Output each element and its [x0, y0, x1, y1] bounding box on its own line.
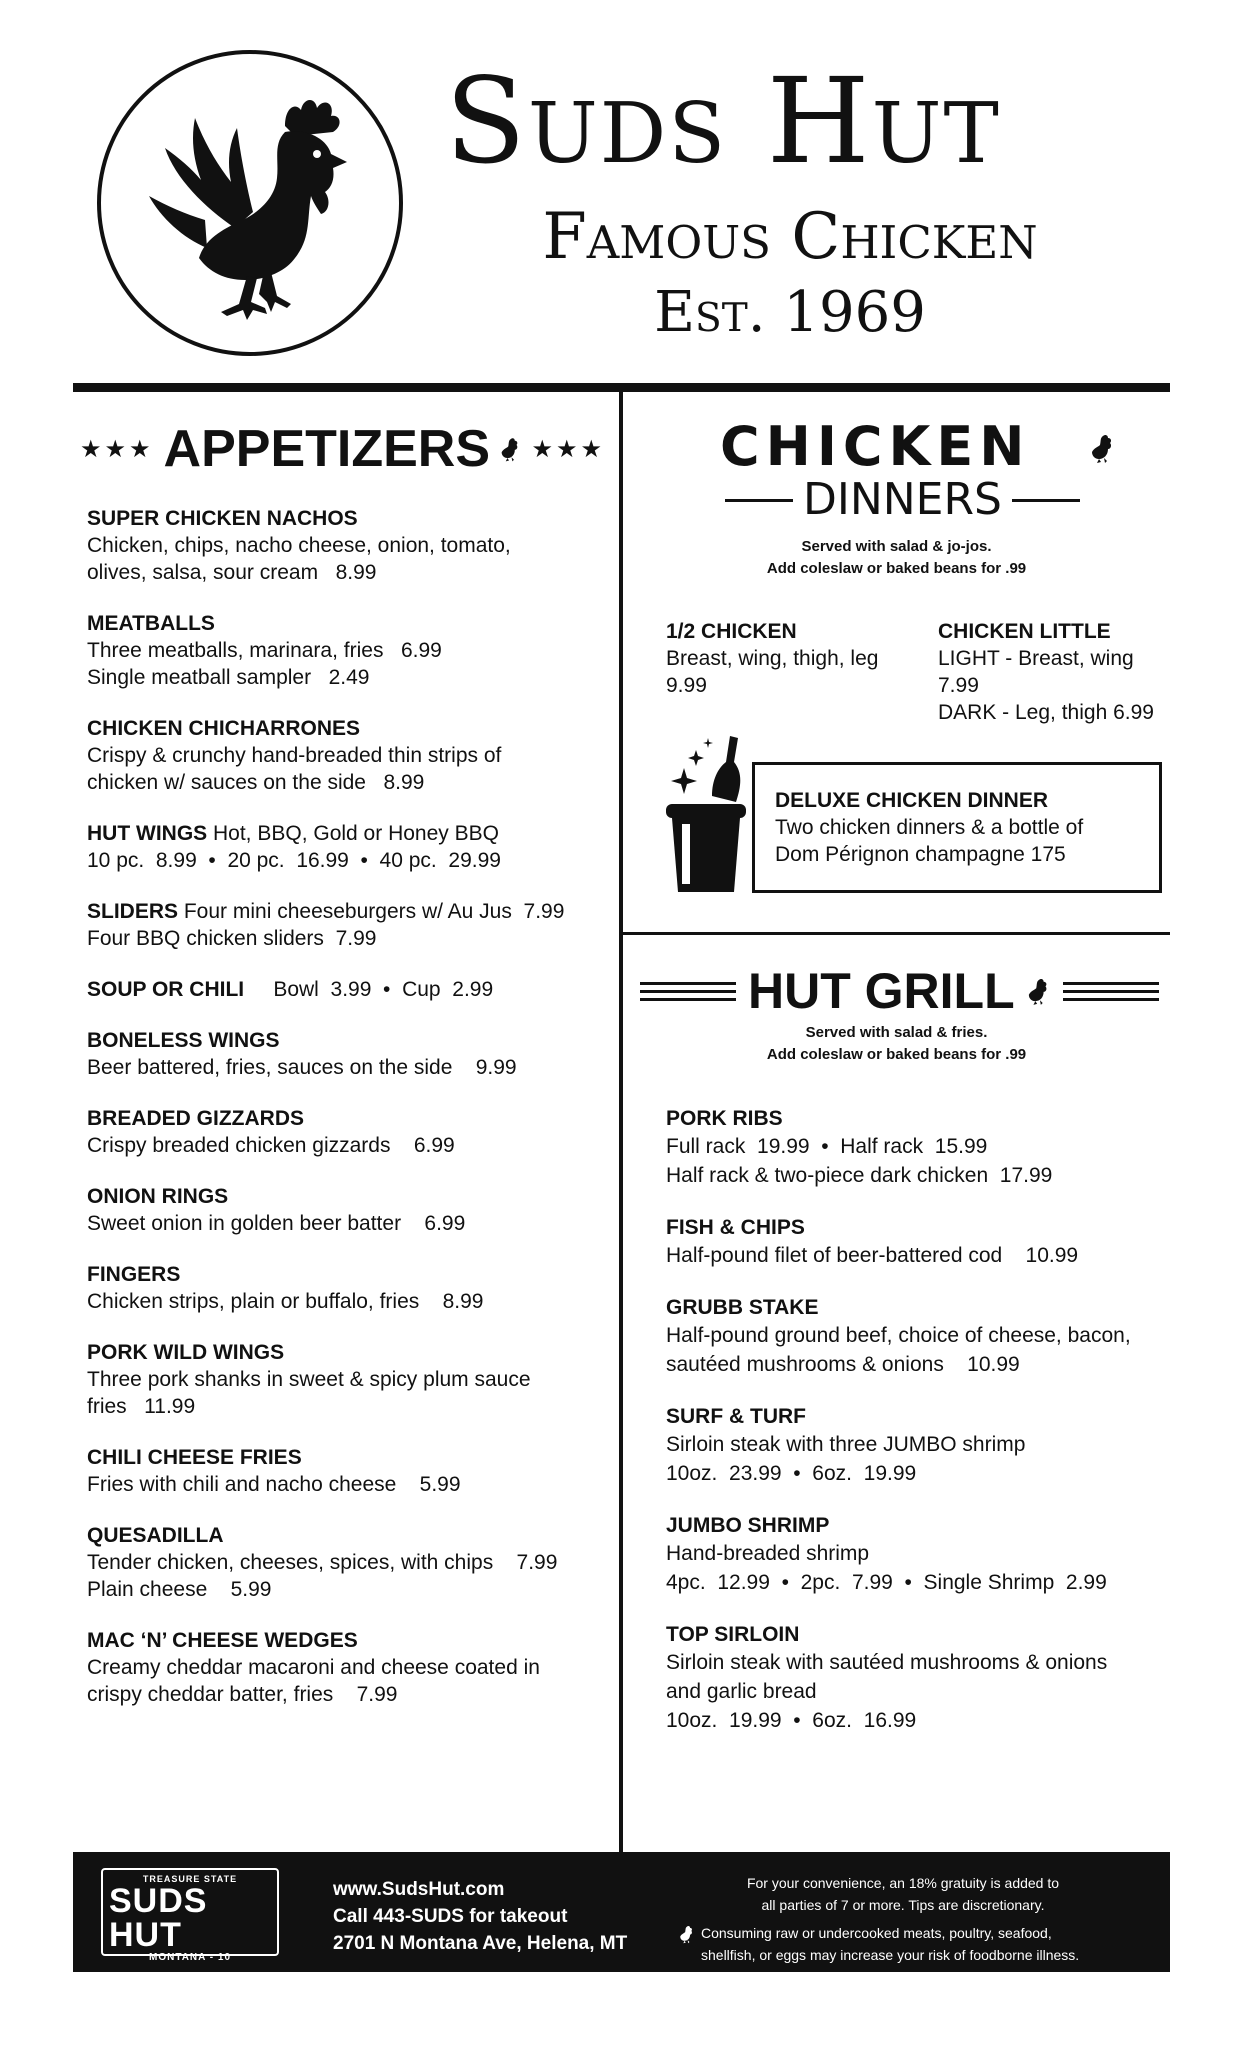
- item-title: PORK RIBS: [666, 1107, 783, 1130]
- item-desc: Half rack & two-piece dark chicken 17.99: [666, 1164, 1053, 1187]
- item-desc: Dom Pérignon champagne 175: [775, 843, 1066, 866]
- rule-line: [725, 499, 793, 502]
- item-name: [87, 610, 617, 637]
- add-on-line: Add coleslaw or baked beans for .99: [766, 560, 1027, 577]
- item-desc: Tender chicken, cheeses, spices, with chips 7.99: [87, 1551, 558, 1574]
- item-desc: Sirloin steak with three JUMBO shrimp: [666, 1433, 1026, 1456]
- item-title: SURF & TURF: [666, 1405, 806, 1428]
- chicken-dinners-subtitle-row: [725, 470, 1080, 530]
- menu-item-super-chicken-nachos: [87, 505, 617, 586]
- item-name: [87, 715, 617, 742]
- item-name: [87, 1261, 617, 1288]
- item-desc: and garlic bread: [666, 1680, 817, 1703]
- item-desc: Three pork shanks in sweet & spicy plum sauce: [87, 1368, 531, 1391]
- item-title: QUESADILLA: [87, 1524, 224, 1547]
- item-name: [87, 1105, 617, 1132]
- stars-left: ★★★: [80, 435, 154, 463]
- menu-item-pork-ribs: [666, 1105, 1166, 1190]
- item-desc: Half-pound ground beef, choice of cheese, bacon,: [666, 1324, 1131, 1347]
- contact-info: [333, 1876, 633, 1957]
- footer-notice: [653, 1872, 1153, 1966]
- hut-grill-note: [623, 1022, 1170, 1066]
- brand-established: Est. 1969: [654, 280, 926, 345]
- warning-text: shellfish, or eggs may increase your risk of foodborne illness.: [701, 1947, 1080, 1963]
- menu-item-deluxe-chicken-dinner: [752, 762, 1162, 893]
- item-name: [666, 1105, 1166, 1132]
- item-desc: Chicken strips, plain or buffalo, fries 8.99: [87, 1290, 484, 1313]
- item-title: SUPER CHICKEN NACHOS: [87, 507, 358, 530]
- item-inline-desc: Bowl 3.99 • Cup 2.99: [249, 978, 494, 1001]
- item-desc: Full rack 19.99 • Half rack 15.99: [666, 1135, 988, 1158]
- item-title: PORK WILD WINGS: [87, 1341, 285, 1364]
- item-name: [87, 898, 617, 925]
- item-desc: Sirloin steak with sautéed mushrooms & onions: [666, 1651, 1108, 1674]
- menu-item-soup-or-chili: [87, 976, 617, 1003]
- item-inline-desc: Four mini cheeseburgers w/ Au Jus 7.99: [183, 900, 565, 923]
- item-desc: Creamy cheddar macaroni and cheese coated in: [87, 1656, 540, 1679]
- appetizers-list: [87, 505, 617, 1732]
- item-desc: 10oz. 23.99 • 6oz. 19.99: [666, 1462, 917, 1485]
- served-with-line: Served with salad & fries.: [805, 1024, 988, 1041]
- item-title: MAC ‘N’ CHEESE WEDGES: [87, 1629, 358, 1652]
- item-desc: Chicken, chips, nacho cheese, onion, tomato,: [87, 534, 511, 557]
- item-desc: sautéed mushrooms & onions 10.99: [666, 1353, 1020, 1376]
- item-title: TOP SIRLOIN: [666, 1623, 800, 1646]
- menu-item-jumbo-shrimp: [666, 1512, 1166, 1597]
- item-desc: Single meatball sampler 2.49: [87, 666, 370, 689]
- item-desc: Crispy breaded chicken gizzards 6.99: [87, 1134, 455, 1157]
- served-with-line: Served with salad & jo-jos.: [801, 538, 992, 555]
- rooster-icon: [1027, 976, 1051, 1006]
- menu-item-meatballs: [87, 610, 617, 691]
- menu-item-pork-wild-wings: [87, 1339, 617, 1420]
- chicken-dinners-subtitle: DINNERS: [803, 474, 1002, 525]
- menu-item-chicken-chicharrones: [87, 715, 617, 796]
- item-desc: fries 11.99: [87, 1395, 196, 1418]
- hut-grill-title: HUT GRILL: [748, 963, 1015, 1019]
- item-title: FISH & CHIPS: [666, 1216, 805, 1239]
- phone-number[interactable]: Call 443-SUDS for takeout: [333, 1906, 568, 1927]
- rule-line: [1012, 499, 1080, 502]
- item-name: [87, 1183, 617, 1210]
- item-price: 9.99: [666, 674, 707, 697]
- item-desc: Fries with chili and nacho cheese 5.99: [87, 1473, 461, 1496]
- footer: [73, 1852, 1170, 1972]
- item-name: DELUXE CHICKEN DINNER: [775, 789, 1049, 812]
- item-name: [666, 1214, 1166, 1241]
- item-desc: 10 pc. 8.99 • 20 pc. 16.99 • 40 pc. 29.99: [87, 849, 501, 872]
- item-title: BREADED GIZZARDS: [87, 1107, 305, 1130]
- menu-item-surf-turf: [666, 1403, 1166, 1488]
- item-title: BONELESS WINGS: [87, 1029, 280, 1052]
- item-desc: LIGHT - Breast, wing 7.99: [938, 647, 1134, 697]
- item-desc: Crispy & crunchy hand-breaded thin strips of: [87, 744, 502, 767]
- item-desc: Hand-breaded shrimp: [666, 1542, 870, 1565]
- plate-bottom-text: MONTANA - 10: [149, 1952, 231, 1963]
- item-name: [87, 1522, 617, 1549]
- item-desc: olives, salsa, sour cream 8.99: [87, 561, 377, 584]
- item-name: [87, 1444, 617, 1471]
- hut-grill-heading: [640, 960, 1170, 1022]
- item-title: GRUBB STAKE: [666, 1296, 819, 1319]
- item-title: CHICKEN CHICHARRONES: [87, 717, 361, 740]
- menu-item-hut-wings: [87, 820, 617, 874]
- add-on-line: Add coleslaw or baked beans for .99: [766, 1046, 1027, 1063]
- item-name: [87, 1627, 617, 1654]
- item-title: CHILI CHEESE FRIES: [87, 1446, 302, 1469]
- item-name: [87, 1027, 617, 1054]
- menu-item-grubb-stake: [666, 1294, 1166, 1379]
- item-name: [87, 976, 617, 1003]
- item-desc: 10oz. 19.99 • 6oz. 16.99: [666, 1709, 917, 1732]
- appetizers-title: APPETIZERS: [163, 420, 491, 478]
- item-title: SOUP OR CHILI: [87, 978, 245, 1001]
- rooster-icon: [135, 88, 355, 328]
- item-title: MEATBALLS: [87, 612, 215, 635]
- rooster-icon: [500, 434, 521, 464]
- item-title: FINGERS: [87, 1263, 181, 1286]
- item-desc: chicken w/ sauces on the side 8.99: [87, 771, 425, 794]
- brand-title: Suds Hut: [445, 52, 1001, 190]
- item-title: ONION RINGS: [87, 1185, 229, 1208]
- item-desc: Half-pound filet of beer-battered cod 10.99: [666, 1244, 1079, 1267]
- menu-item-half-chicken: [666, 618, 926, 699]
- item-name: [87, 1339, 617, 1366]
- item-desc: Beer battered, fries, sauces on the side 9.99: [87, 1056, 517, 1079]
- gratuity-note: all parties of 7 or more. Tips are discretionary.: [761, 1897, 1045, 1913]
- item-desc: Breast, wing, thigh, leg: [666, 647, 879, 670]
- plate-top-text: TREASURE STATE: [142, 1874, 238, 1884]
- menu-item-fish-chips: [666, 1214, 1166, 1270]
- website-link[interactable]: www.SudsHut.com: [333, 1879, 505, 1900]
- item-name: [666, 1621, 1166, 1648]
- chicken-dinners-note: [623, 536, 1170, 580]
- champagne-bucket-icon: [662, 732, 752, 902]
- item-desc: 4pc. 12.99 • 2pc. 7.99 • Single Shrimp 2.99: [666, 1571, 1107, 1594]
- item-name: [666, 1294, 1166, 1321]
- item-name: [87, 820, 617, 847]
- menu-item-sliders: [87, 898, 617, 952]
- item-desc: Sweet onion in golden beer batter 6.99: [87, 1212, 466, 1235]
- menu-item-fingers: [87, 1261, 617, 1315]
- license-plate-logo: [101, 1868, 279, 1963]
- address: 2701 N Montana Ave, Helena, MT: [333, 1933, 628, 1954]
- menu-item-top-sirloin: [666, 1621, 1166, 1735]
- appetizers-heading: [80, 418, 605, 480]
- item-desc: crispy cheddar batter, fries 7.99: [87, 1683, 398, 1706]
- item-title: JUMBO SHRIMP: [666, 1514, 830, 1537]
- item-title: HUT WINGS: [87, 822, 208, 845]
- item-desc: DARK - Leg, thigh 6.99: [938, 701, 1154, 724]
- menu-item-mac-n-cheese-wedges: [87, 1627, 617, 1708]
- brand-subtitle: Famous Chicken: [542, 200, 1038, 274]
- item-desc: Four BBQ chicken sliders 7.99: [87, 927, 377, 950]
- item-name: [666, 1512, 1166, 1539]
- stars-right: ★★★: [531, 435, 605, 463]
- item-name: CHICKEN LITTLE: [938, 620, 1111, 643]
- rule-lines-right: [1063, 982, 1159, 1001]
- warning-text: Consuming raw or undercooked meats, poultry, seafood,: [701, 1925, 1052, 1941]
- item-desc: Two chicken dinners & a bottle of: [775, 816, 1084, 839]
- gratuity-note: For your convenience, an 18% gratuity is added to: [746, 1875, 1060, 1891]
- menu-item-quesadilla: [87, 1522, 617, 1603]
- item-desc: Three meatballs, marinara, fries 6.99: [87, 639, 442, 662]
- item-inline-desc: Hot, BBQ, Gold or Honey BBQ: [213, 822, 499, 845]
- plate-name: SUDS HUT: [109, 1882, 208, 1954]
- menu-item-chicken-little: [938, 618, 1178, 726]
- item-name: 1/2 CHICKEN: [666, 620, 797, 643]
- chicken-dinners-title: CHICKEN: [720, 415, 1031, 478]
- hut-grill-list: [666, 1105, 1166, 1759]
- rooster-icon: [679, 1924, 695, 1944]
- column-divider: [619, 390, 623, 1852]
- item-title: SLIDERS: [87, 900, 179, 923]
- logo: [97, 50, 403, 356]
- health-warning: [653, 1922, 1153, 1966]
- rooster-icon: [1090, 432, 1116, 464]
- menu-item-boneless-wings: [87, 1027, 617, 1081]
- item-desc: Plain cheese 5.99: [87, 1578, 272, 1601]
- item-name: [666, 1403, 1166, 1430]
- item-name: [87, 505, 617, 532]
- menu-item-onion-rings: [87, 1183, 617, 1237]
- menu-item-breaded-gizzards: [87, 1105, 617, 1159]
- rule-lines-left: [640, 982, 736, 1001]
- menu-item-chili-cheese-fries: [87, 1444, 617, 1498]
- section-divider: [623, 932, 1170, 935]
